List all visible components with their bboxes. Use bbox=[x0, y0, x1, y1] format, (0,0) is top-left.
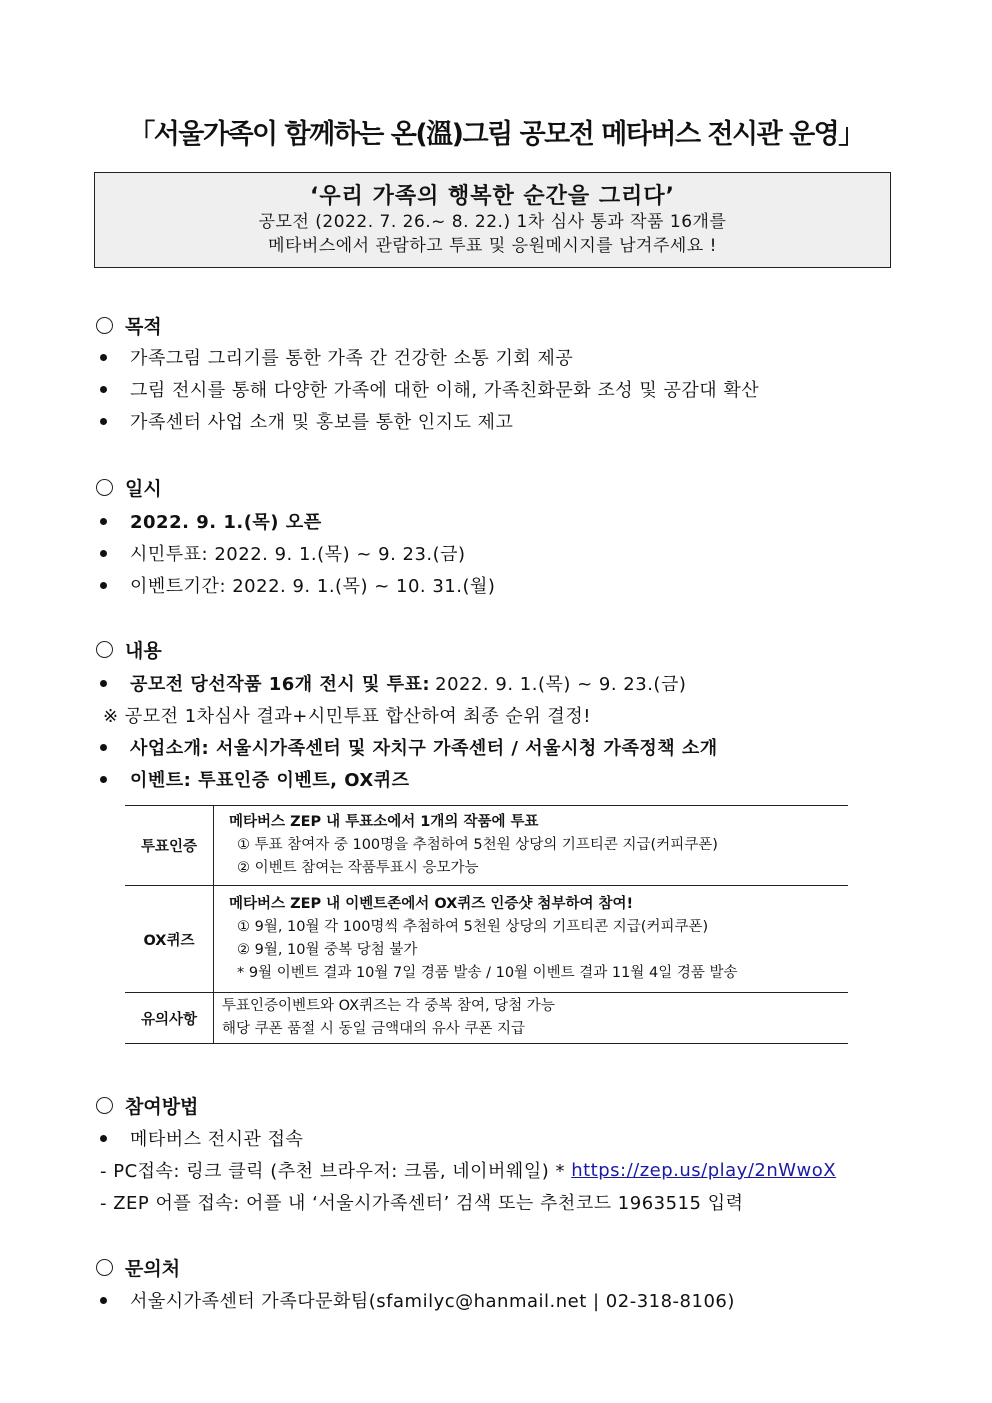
list-item: 이벤트기간: 2022. 9. 1.(목) ~ 10. 31.(월) bbox=[100, 572, 495, 598]
list-item: 이벤트: 투표인증 이벤트, OX퀴즈 bbox=[100, 766, 410, 792]
notice-line-1: 공모전 (2022. 7. 26.~ 8. 22.) 1차 심사 통과 작품 16개를 bbox=[258, 212, 727, 232]
list-item: 메타버스 전시관 접속 bbox=[100, 1125, 303, 1151]
list-item: 사업소개: 서울시가족센터 및 자치구 가족센터 / 서울시청 가족정책 소개 bbox=[100, 734, 718, 760]
list-item: 그림 전시를 통해 다양한 가족에 대한 이해, 가족친화문화 조성 및 공감대 확산 bbox=[100, 376, 759, 402]
list-item: 가족그림 그리기를 통한 가족 간 건강한 소통 기회 제공 bbox=[100, 344, 573, 370]
section-heading: 참여방법 bbox=[125, 1096, 199, 1118]
table-label: 유의사항 bbox=[125, 993, 214, 1044]
zep-link[interactable]: https://zep.us/play/2nWwoX bbox=[571, 1159, 837, 1181]
table-cell: 투표인증이벤트와 OX퀴즈는 각 중복 참여, 당첨 가능 해당 쿠폰 품절 시 동일 금액대의 유사 쿠폰 지급 bbox=[214, 993, 849, 1044]
bullet-icon bbox=[100, 680, 107, 687]
table-cell: 메타버스 ZEP 내 투표소에서 1개의 작품에 투표 ① 투표 참여자 중 100명을 추첨하여 5천원 상당의 기프티콘 지급(커피쿠폰) ② 이벤트 참여는 작품투표시 응모가능 bbox=[214, 806, 849, 886]
bullet-icon bbox=[100, 418, 107, 425]
events-table bbox=[125, 805, 848, 1044]
table-row bbox=[125, 806, 848, 886]
circle-bullet-icon bbox=[96, 479, 113, 496]
section-heading: 목적 bbox=[125, 316, 162, 338]
section-content bbox=[96, 636, 162, 663]
bullet-icon bbox=[100, 354, 107, 361]
note: ※ 공모전 1차심사 결과+시민투표 합산하여 최종 순위 결정! bbox=[103, 706, 591, 727]
app-access-line: - ZEP 어플 접속: 어플 내 ‘서울시가족센터’ 검색 또는 추천코드 1963515 입력 bbox=[100, 1193, 744, 1214]
notice-headline: ‘우리 가족의 행복한 순간을 그리다’ bbox=[310, 184, 675, 209]
list-item: 서울시가족센터 가족다문화팀(sfamilyc@hanmail.net | 02-318-8106) bbox=[100, 1287, 735, 1313]
section-purpose bbox=[96, 312, 162, 339]
bullet-icon bbox=[100, 1297, 107, 1304]
circle-bullet-icon bbox=[96, 317, 113, 334]
document-title: 「서울가족이 함께하는 온(溫)그림 공모전 메타버스 전시관 운영」 bbox=[128, 119, 864, 150]
section-heading: 일시 bbox=[125, 478, 162, 500]
bullet-icon bbox=[100, 550, 107, 557]
table-label: 투표인증 bbox=[125, 806, 214, 886]
bullet-icon bbox=[100, 518, 107, 525]
table-row bbox=[125, 993, 848, 1044]
circle-bullet-icon bbox=[96, 641, 113, 658]
section-schedule bbox=[96, 474, 162, 501]
list-item: 공모전 당선작품 16개 전시 및 투표: 2022. 9. 1.(목) ~ 9. 23.(금) bbox=[100, 670, 686, 696]
table-label: OX퀴즈 bbox=[125, 886, 214, 993]
pc-access-line: - PC접속: 링크 클릭 (추천 브라우저: 크롬, 네이버웨일) * https://zep.us/play/2nWwoX bbox=[100, 1159, 837, 1182]
list-item: 2022. 9. 1.(목) 오픈 bbox=[100, 508, 322, 534]
bullet-icon bbox=[100, 1135, 107, 1142]
list-item: 가족센터 사업 소개 및 홍보를 통한 인지도 제고 bbox=[100, 408, 513, 434]
bullet-icon bbox=[100, 386, 107, 393]
bullet-icon bbox=[100, 776, 107, 783]
section-heading: 문의처 bbox=[125, 1258, 181, 1280]
table-cell: 메타버스 ZEP 내 이벤트존에서 OX퀴즈 인증샷 첨부하여 참여! ① 9월, 10월 각 100명씩 추첨하여 5천원 상당의 기프티콘 지급(커피쿠폰) ② 9월, 10월 중복 당첨 불가 * 9월 이벤트 결과 10월 7일 경품 발송 / 10월 이벤트 결과 11월 4일 경품 발송 bbox=[214, 886, 849, 993]
section-heading: 내용 bbox=[125, 640, 162, 662]
table-row bbox=[125, 886, 848, 993]
section-contact bbox=[96, 1254, 180, 1281]
circle-bullet-icon bbox=[96, 1259, 113, 1276]
list-item: 시민투표: 2022. 9. 1.(목) ~ 9. 23.(금) bbox=[100, 540, 466, 566]
bullet-icon bbox=[100, 582, 107, 589]
section-participation bbox=[96, 1092, 198, 1119]
bullet-icon bbox=[100, 744, 107, 751]
notice-box bbox=[94, 172, 891, 268]
notice-line-2: 메타버스에서 관람하고 투표 및 응원메시지를 남겨주세요 ! bbox=[268, 236, 717, 256]
circle-bullet-icon bbox=[96, 1097, 113, 1114]
